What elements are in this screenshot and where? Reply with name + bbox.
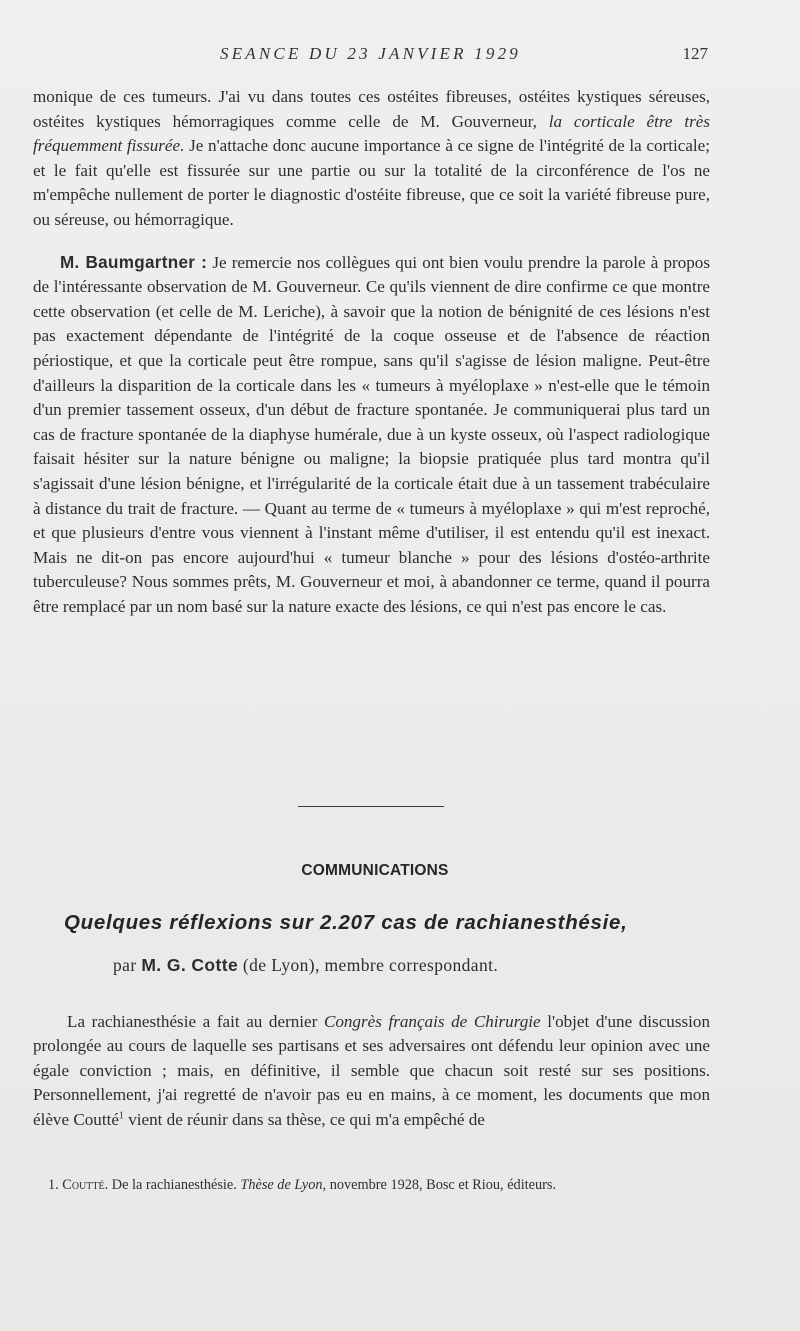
page-number: 127 xyxy=(682,44,708,63)
running-title: SEANCE DU 23 JANVIER 1929 xyxy=(220,44,521,63)
paragraph-text: Je remercie nos collègues qui ont bien voulu prendre la parole à propos de l'intéressante observation de M. Gouverneur. Ce qu'ils viennent de dire confirme ce que montre cette observation (et celle de M. Leriche), à savoir que la notion de bénignité de ces lésions n'est pas exactement dépendante de l'intégrité de la coque osseuse et de l'absence de réaction périostique, et que la corticale peut être rompue, sans qu'il s'agisse de lésion maligne. Peut-être d'ailleurs la disparition de la corticale dans les « tumeurs à myéloplaxe » n'est-elle que le témoin d'un premier tassement osseux, d'un début de fracture spontanée. Je communiquerai plus tard un cas de fracture spontanée de la diaphyse humérale, due à un kyste osseux, où l'aspect radiologique faisait hésiter sur la nature bénigne ou maligne; la biopsie pratiquée plus tard montra qu'il s'agissait d'une lésion bénigne, et l'irrégularité de la corticale était due à un tassement trabéculaire à distance du trait de fracture. — Quant au terme de « tumeurs à myéloplaxe » qui m'est reproché, et que plusieurs d'entre vous viennent à l'instant même d'utiliser, il est entendu qu'il est inexact. Mais ne dit-on pas encore aujourd'hui « tumeur blanche » pour des lésions d'ostéo-arthrite tuberculeuse? Nous sommes prêts, M. Gouverneur et moi, à abandonner ce terme, quand il pourra être remplacé par un nom basé sur la nature exacte des lésions, ce qui n'est pas encore le cas. xyxy=(33,252,710,616)
running-header xyxy=(0,44,800,70)
article-paragraph xyxy=(33,1010,710,1132)
section-divider xyxy=(298,806,444,807)
italic-phrase: la corticale être très fréquemment fissurée. xyxy=(33,111,710,156)
article-title: Quelques réflexions sur 2.207 cas de rachianesthésie, xyxy=(64,911,628,934)
footnote-title: De la rachianesthésie. xyxy=(108,1177,241,1193)
speaker-name: M. Baumgartner : xyxy=(60,252,208,272)
section-heading: COMMUNICATIONS xyxy=(301,862,449,879)
byline-prefix: par xyxy=(113,955,142,975)
byline-affiliation: (de Lyon), membre correspondant. xyxy=(238,955,499,975)
footnote-italic: Thèse de Lyon, xyxy=(240,1177,327,1193)
paragraph-baumgartner xyxy=(33,251,710,620)
footnote xyxy=(48,1175,710,1195)
footnote-number: 1. xyxy=(48,1177,63,1193)
footnote-author: Coutté. xyxy=(62,1177,109,1193)
paragraph-text: La rachianesthésie a fait au dernier xyxy=(67,1012,324,1031)
discussion-text xyxy=(33,85,710,619)
footnote-text xyxy=(48,1175,710,1195)
paragraph-text: vient de réunir dans sa thèse, ce qui m'a empêché de xyxy=(123,1109,485,1129)
article-byline xyxy=(113,955,498,976)
paragraph-text: monique de ces tumeurs. J'ai vu dans toutes ces ostéites fibreuses, ostéites kystiques séreuses, ostéites kystiques hémorragiques comme celle de M. Gouverneur, xyxy=(33,87,710,131)
footnote-publisher: novembre 1928, Bosc et Riou, éditeurs. xyxy=(326,1177,557,1193)
paragraph-text: l'objet d'une discussion prolongée au cours de laquelle ses partisans et ses adversaires ont défendu leur opinion avec une égale conviction ; mais, en définitive, il semble que chacun soit resté sur ses positions. Personnellement, j'ai regretté de n'avoir pas eu en mains, à ce moment, les documents que mon élève Coutté xyxy=(33,1012,710,1129)
footnote-marker[interactable]: 1 xyxy=(118,1109,124,1121)
article-body xyxy=(33,1010,710,1132)
paragraph-continuation xyxy=(33,85,710,233)
paragraph-text: Je n'attache donc aucune importance à ce signe de l'intégrité de la corticale; et le fait qu'elle est fissurée sur une partie ou sur la totalité de la circonférence de l'os ne m'empêche nullement de porter le diagnostic d'ostéite fibreuse, que ce soit la variété fibreuse pure, ou séreuse, ou hémorragique. xyxy=(33,136,710,229)
italic-phrase: Congrès français de Chirurgie xyxy=(323,1012,541,1031)
author-name: M. G. Cotte xyxy=(141,955,239,975)
